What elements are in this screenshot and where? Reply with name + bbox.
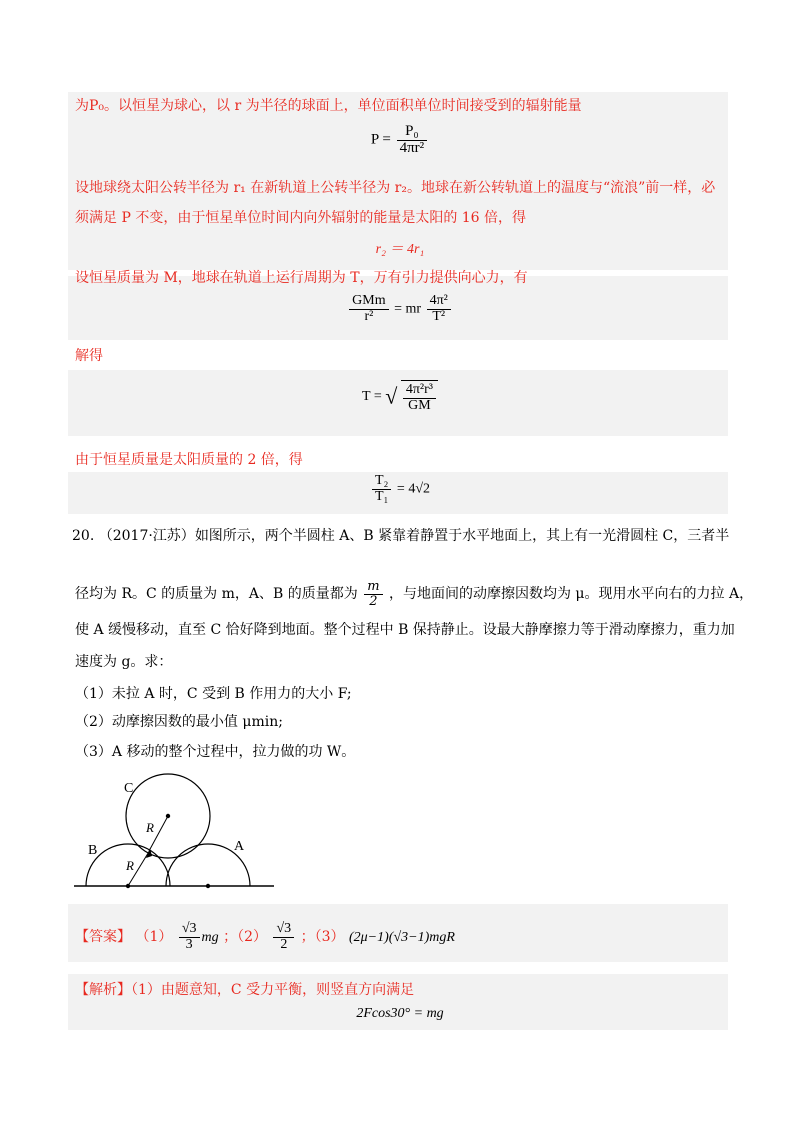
eq3-den-right: T² [432,308,446,324]
label-radius-c: R [146,820,154,835]
analysis-line [75,980,414,1000]
cylinders-figure [70,770,280,892]
eq4-sqrt [385,380,438,413]
question-3: （3）A 移动的整个过程中，拉力做的功 W。 [75,744,356,760]
eq3-middle: = mr [394,301,422,317]
label-c: C [124,781,134,796]
answer-line [75,922,455,952]
question-2: （2）动摩擦因数的最小值 μmin; [75,714,283,730]
equation-period [0,380,800,413]
eq1-numerator: P₀ [397,124,428,141]
solution-line-1: 为P₀。以恒星为球心，以 r 为半径的球面上，单位面积单位时间接受到的辐射能量 [75,98,582,114]
problem-number: 20. [72,528,95,544]
solution-line-3: 设恒星质量为 M，地球在轨道上运行周期为 T，万有引力提供向心力，有 [75,270,528,286]
eq1-lhs: P = [370,131,391,148]
eq1-denominator: 4πr² [399,139,425,156]
answer-1-tail: mg [201,930,219,946]
equation-power [0,124,800,157]
mass-fraction-num: m [364,580,382,595]
answer-1-fraction [179,922,200,952]
answer-3-value: (2μ−1)(√3−1)mgR [348,930,455,946]
problem-line-2 [75,580,753,608]
label-b: B [88,843,98,858]
center-a [206,884,210,888]
answer-2-num: √3 [273,922,294,938]
label-radius-b: R [126,858,134,873]
solution-line-4: 解得 [75,348,103,364]
problem-text-1: 如图所示，两个半圆柱 A、B 紧靠着静置于水平地面上，其上有一光滑圆柱 C，三者半 [194,528,730,544]
equation-gravity [0,294,800,324]
eq3-num-right: 4π² [427,294,451,310]
sqrt-symbol-icon: √ [385,383,398,409]
answer-part-1-label: （1） [135,929,173,946]
problem-text-2b: ，与地面间的动摩擦因数均为 μ。现用水平向右的力拉 A， [388,586,754,603]
analysis-equation: 2Fcos30° = mg [356,1006,444,1021]
eq3-den-left: r² [364,308,374,324]
eq5-numerator: T₂ [372,474,391,490]
analysis-text: （1）由题意知，C 受力平衡，则竖直方向满足 [131,982,415,998]
eq3-fraction-right [427,294,451,324]
solution-line-5: 由于恒星质量是太阳质量的 2 倍，得 [75,452,303,468]
mass-fraction [364,580,382,608]
answer-part-3-label: ；（3） [300,929,345,946]
answer-part-2-label: ；（2） [223,929,268,946]
answer-2-fraction [273,922,294,952]
eq4-fraction [403,383,436,413]
equation-radius: r₂ ＝ 4r₁ [375,242,425,257]
eq1-fraction [397,124,428,157]
eq4-lhs: T = [362,388,382,404]
answer-2-den: 2 [280,936,288,952]
mass-fraction-den: 2 [369,593,378,609]
problem-source: （2017·江苏） [98,528,195,544]
eq4-denominator: GM [408,397,431,413]
question-1: （1）未拉 A 时，C 受到 B 作用力的大小 F; [75,686,352,702]
answer-tag: 【答案】 [75,929,131,946]
eq3-num-left: GMm [349,294,388,310]
analysis-tag: 【解析】 [75,982,131,998]
eq5-denominator: T₁ [374,488,389,504]
eq5-fraction [372,474,391,504]
eq3-fraction-left [349,294,388,324]
answer-1-den: 3 [185,936,193,952]
eq5-rhs: = 4√2 [396,481,431,497]
solution-line-2b: 须满足 P 不变，由于恒星单位时间内向外辐射的能量是太阳的 16 倍，得 [75,210,527,226]
problem-line-4: 速度为 g。求： [75,654,173,670]
eq4-numerator: 4π²r³ [403,383,436,399]
label-a: A [234,839,245,854]
problem-text-2a: 径均为 R。C 的质量为 m，A、B 的质量都为 [75,586,358,603]
solution-line-2a: 设地球绕太阳公转半径为 r₁ 在新轨道上公转半径为 r₂。地球在新公转轨道上的温度与“流浪”前一样，必 [75,180,716,196]
problem-line-1 [72,526,729,546]
problem-line-3: 使 A 缓慢移动，直至 C 恰好降到地面。整个过程中 B 保持静止。设最大静摩擦力等于滑动摩擦力，重力加 [75,622,735,638]
equation-ratio [0,474,800,504]
answer-1-num: √3 [179,922,200,938]
